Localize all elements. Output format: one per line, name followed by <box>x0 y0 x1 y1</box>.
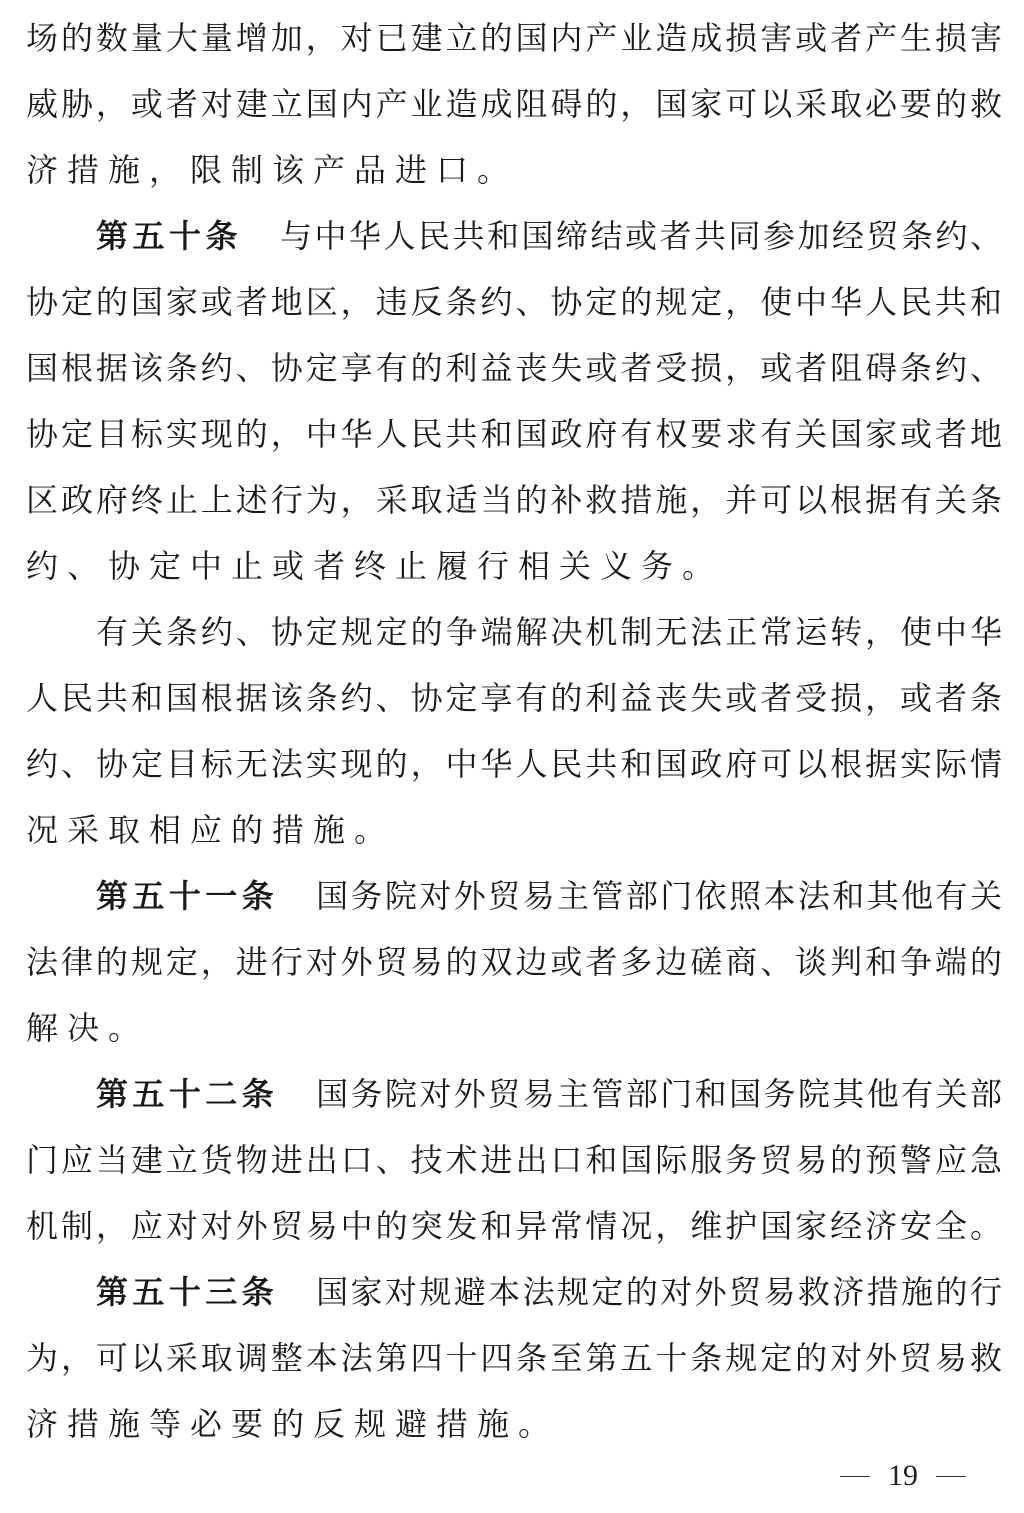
article-53-text: 国家对规避本法规定的对外贸易救济措施的行 <box>316 1273 1002 1311</box>
text-line: 约、协定中止或者终止履行相关义务。 <box>26 547 724 585</box>
text-line: 解决。 <box>26 1009 150 1047</box>
right-dash <box>936 1476 966 1477</box>
article-52-text: 国务院对外贸易主管部门和国务院其他有关部 <box>316 1075 1002 1113</box>
text-line: 约、协定目标无法实现的，中华人民共和国政府可以根据实际情 <box>26 745 1002 783</box>
text-line: 协定目标实现的，中华人民共和国政府有权要求有关国家或者地 <box>26 415 1002 453</box>
article-52-heading: 第五十二条 <box>96 1075 279 1113</box>
text-line: 为，可以采取调整本法第四十四条至第五十条规定的对外贸易救 <box>26 1339 1002 1377</box>
article-50-first-line <box>96 203 1002 269</box>
article-51-heading: 第五十一条 <box>96 877 279 915</box>
text-line: 济措施等必要的反规避措施。 <box>26 1405 560 1443</box>
text-line: 法律的规定，进行对外贸易的双边或者多边磋商、谈判和争端的 <box>26 943 1002 981</box>
page-number: 19 <box>888 1459 918 1492</box>
article-52-first-line <box>96 1061 1002 1127</box>
text-line: 人民共和国根据该条约、协定享有的利益丧失或者受损，或者条 <box>26 679 1002 717</box>
article-50-text: 与中华人民共和国缔结或者共同参加经贸条约、 <box>280 217 1002 255</box>
text-line: 区政府终止上述行为，采取适当的补救措施，并可以根据有关条 <box>26 481 1002 519</box>
article-53-heading: 第五十三条 <box>96 1273 279 1311</box>
article-50-heading: 第五十条 <box>96 217 242 255</box>
text-line: 威胁，或者对建立国内产业造成阻碍的，国家可以采取必要的救 <box>26 85 1002 123</box>
text-line: 济措施，限制该产品进口。 <box>26 151 519 189</box>
text-line: 国根据该条约、协定享有的利益丧失或者受损，或者阻碍条约、 <box>26 349 1002 387</box>
left-dash <box>840 1476 870 1477</box>
text-line: 机制，应对对外贸易中的突发和异常情况，维护国家经济安全。 <box>26 1207 1002 1245</box>
text-line: 协定的国家或者地区，违反条约、协定的规定，使中华人民共和 <box>26 283 1002 321</box>
article-51-first-line <box>96 863 1002 929</box>
paragraph-first-line: 有关条约、协定规定的争端解决机制无法正常运转，使中华 <box>96 613 1002 651</box>
text-line: 况采取相应的措施。 <box>26 811 396 849</box>
article-51-text: 国务院对外贸易主管部门依照本法和其他有关 <box>316 877 1002 915</box>
article-53-first-line <box>96 1259 1002 1325</box>
text-line: 场的数量大量增加，对已建立的国内产业造成损害或者产生损害 <box>26 19 1002 57</box>
page-footer <box>0 1456 1024 1496</box>
text-line: 门应当建立货物进出口、技术进出口和国际服务贸易的预警应急 <box>26 1141 1002 1179</box>
